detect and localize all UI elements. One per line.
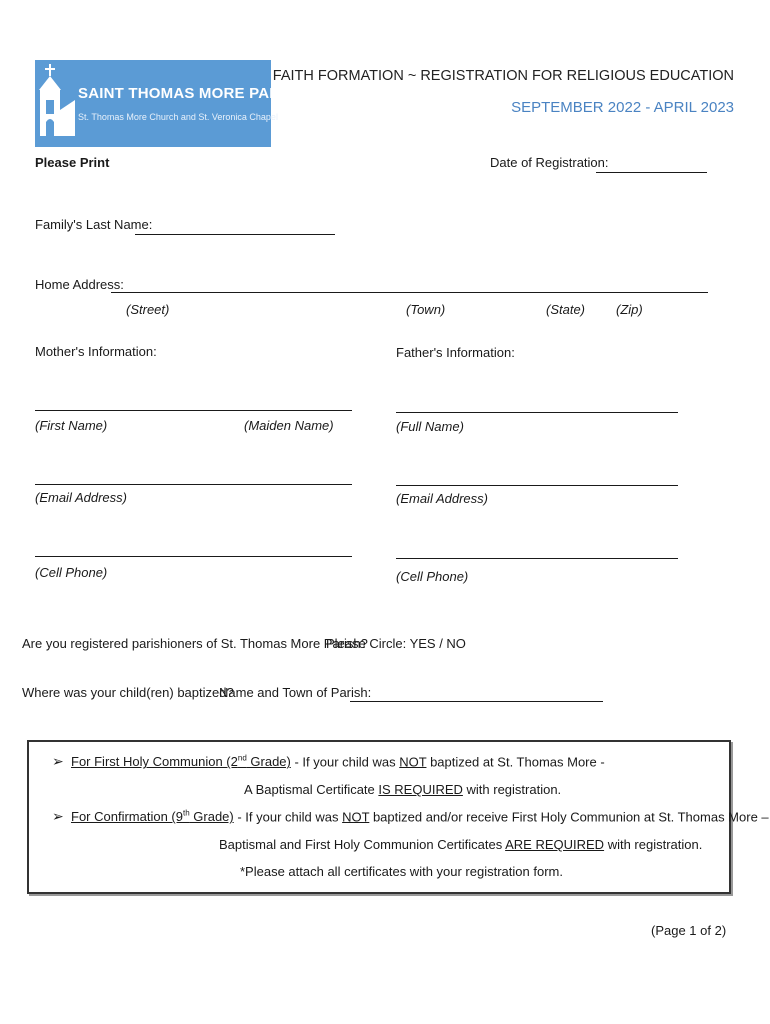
confirmation-requirement: For Confirmation (9th Grade) - If your child was NOT baptized and/or receive First Holy Communion at St. Thomas More – bbox=[71, 809, 769, 825]
logo-subtitle: St. Thomas More Church and St. Veronica Chapel bbox=[78, 112, 278, 122]
communion-requirement: For First Holy Communion (2nd Grade) - If your child was NOT baptized at St. Thomas More - bbox=[71, 754, 605, 770]
family-last-name-label: Family's Last Name: bbox=[35, 217, 153, 232]
yes-no-circle[interactable]: Please Circle: YES / NO bbox=[326, 636, 466, 651]
bullet-arrow-icon: ➢ bbox=[52, 808, 64, 824]
church-icon bbox=[35, 60, 79, 147]
parish-name-label: Name and Town of Parish: bbox=[219, 685, 372, 700]
communion-heading: For First Holy Communion (2nd Grade) bbox=[71, 754, 291, 770]
zip-caption: (Zip) bbox=[616, 302, 643, 317]
father-name-field[interactable] bbox=[396, 412, 678, 413]
mother-email-caption: (Email Address) bbox=[35, 490, 127, 505]
logo-title: SAINT THOMAS MORE PARISH bbox=[78, 85, 306, 102]
parish-logo bbox=[35, 60, 271, 147]
family-last-name-field[interactable] bbox=[135, 234, 335, 235]
father-phone-caption: (Cell Phone) bbox=[396, 569, 469, 584]
bullet-arrow-icon: ➢ bbox=[52, 753, 64, 769]
state-caption: (State) bbox=[546, 302, 586, 317]
baptized-question: Where was your child(ren) baptized? bbox=[22, 685, 234, 700]
father-phone-field[interactable] bbox=[396, 558, 678, 559]
first-name-caption: (First Name) bbox=[35, 418, 108, 433]
confirmation-certificate-note: Baptismal and First Holy Communion Certificates ARE REQUIRED with registration. bbox=[219, 837, 703, 852]
date-of-registration-label: Date of Registration: bbox=[490, 155, 609, 170]
town-caption: (Town) bbox=[406, 302, 446, 317]
father-email-caption: (Email Address) bbox=[396, 491, 488, 506]
maiden-name-caption: (Maiden Name) bbox=[244, 418, 334, 433]
home-address-label: Home Address: bbox=[35, 277, 124, 292]
form-dates: SEPTEMBER 2022 - APRIL 2023 bbox=[511, 99, 734, 116]
mother-phone-caption: (Cell Phone) bbox=[35, 565, 108, 580]
parish-name-field[interactable] bbox=[350, 701, 603, 702]
communion-certificate-note: A Baptismal Certificate IS REQUIRED with registration. bbox=[244, 782, 562, 797]
mother-phone-field[interactable] bbox=[35, 556, 352, 557]
street-caption: (Street) bbox=[126, 302, 170, 317]
please-print-label: Please Print bbox=[35, 155, 110, 170]
mother-name-field[interactable] bbox=[35, 410, 352, 411]
father-email-field[interactable] bbox=[396, 485, 678, 486]
attach-certificates-note: *Please attach all certificates with your registration form. bbox=[240, 864, 563, 879]
mother-email-field[interactable] bbox=[35, 484, 352, 485]
confirmation-heading: For Confirmation (9th Grade) bbox=[71, 809, 234, 825]
registered-question: Are you registered parishioners of St. Thomas More Parish? bbox=[22, 636, 368, 651]
full-name-caption: (Full Name) bbox=[396, 419, 464, 434]
mother-info-heading: Mother's Information: bbox=[35, 344, 157, 359]
father-info-heading: Father's Information: bbox=[396, 345, 515, 360]
date-of-registration-field[interactable] bbox=[596, 172, 707, 173]
home-address-field[interactable] bbox=[111, 292, 708, 293]
page-number: (Page 1 of 2) bbox=[651, 923, 727, 938]
form-title: FAITH FORMATION ~ REGISTRATION FOR RELIGIOUS EDUCATION bbox=[272, 68, 734, 84]
